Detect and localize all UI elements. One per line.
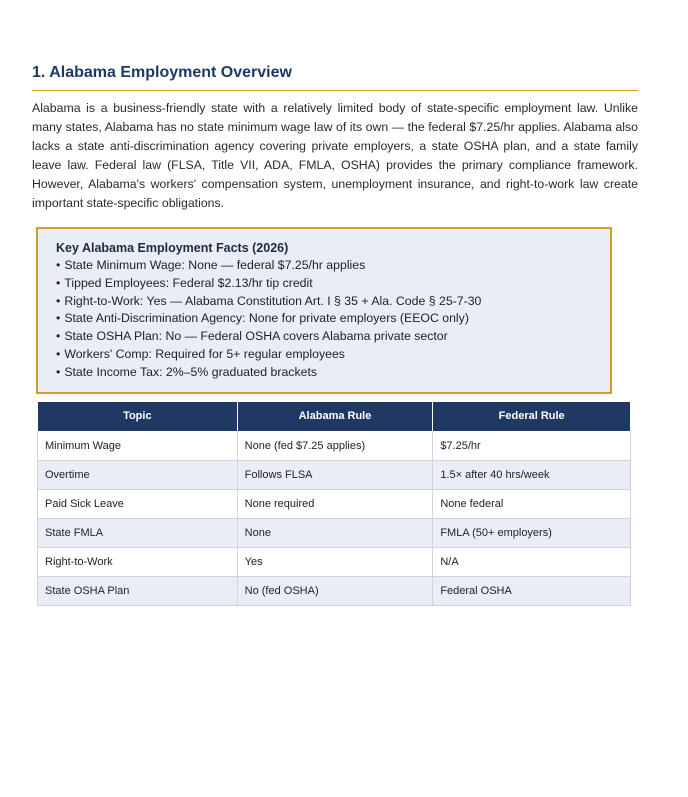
table-cell: None required [237,489,433,518]
table-cell: Minimum Wage [38,431,238,460]
table-row [38,547,631,576]
table-cell: Federal OSHA [433,576,631,605]
table-cell: None federal [433,489,631,518]
column-header-federal-rule: Federal Rule [433,401,631,431]
key-facts-list [56,257,600,382]
table-cell: Paid Sick Leave [38,489,238,518]
table-cell: Yes [237,547,433,576]
table-cell: None (fed $7.25 applies) [237,431,433,460]
intro-paragraph: Alabama is a business-friendly state with a relatively limited body of state-specific employment law. Unlike many states, Alabama has no state minimum wage law of its own — the federal $7.25/hr applies. Alabama also lacks a state anti-discrimination agency covering private employers, a state OSHA plan, and a state family leave law. Federal law (FLSA, Title VII, ADA, FMLA, OSHA) provides the primary compliance framework. However, Alabama's workers' compensation system, unemployment insurance, and right-to-work law create important state-specific obligations. [32,101,638,210]
table-cell: No (fed OSHA) [237,576,433,605]
table-cell: N/A [433,547,631,576]
section-heading: 1. Alabama Employment Overview [32,64,638,91]
table-row [38,460,631,489]
table-cell: 1.5× after 40 hrs/week [433,460,631,489]
table-cell: State FMLA [38,518,238,547]
column-header-topic: Topic [38,401,238,431]
key-facts-box [36,227,612,394]
table-cell: None [237,518,433,547]
table-cell: $7.25/hr [433,431,631,460]
fact-item: • Right-to-Work: Yes — Alabama Constitution Art. I § 35 + Ala. Code § 25-7-30 [56,293,600,311]
table-cell: FMLA (50+ employers) [433,518,631,547]
table-row [38,431,631,460]
document-page [32,64,638,606]
fact-item: • State Income Tax: 2%–5% graduated brackets [56,364,600,382]
table-header-row [38,401,631,431]
fact-item: • State OSHA Plan: No — Federal OSHA covers Alabama private sector [56,328,600,346]
table-row [38,576,631,605]
column-header-alabama-rule: Alabama Rule [237,401,433,431]
comparison-table [37,401,631,606]
table-cell: Right-to-Work [38,547,238,576]
fact-item: • Tipped Employees: Federal $2.13/hr tip credit [56,275,600,293]
fact-item: • State Anti-Discrimination Agency: None for private employers (EEOC only) [56,310,600,328]
table-cell: Overtime [38,460,238,489]
table-cell: State OSHA Plan [38,576,238,605]
fact-item: • Workers' Comp: Required for 5+ regular employees [56,346,600,364]
fact-item: • State Minimum Wage: None — federal $7.25/hr applies [56,257,600,275]
key-facts-title: Key Alabama Employment Facts (2026) [56,241,289,255]
table-row [38,489,631,518]
table-cell: Follows FLSA [237,460,433,489]
table-row [38,518,631,547]
